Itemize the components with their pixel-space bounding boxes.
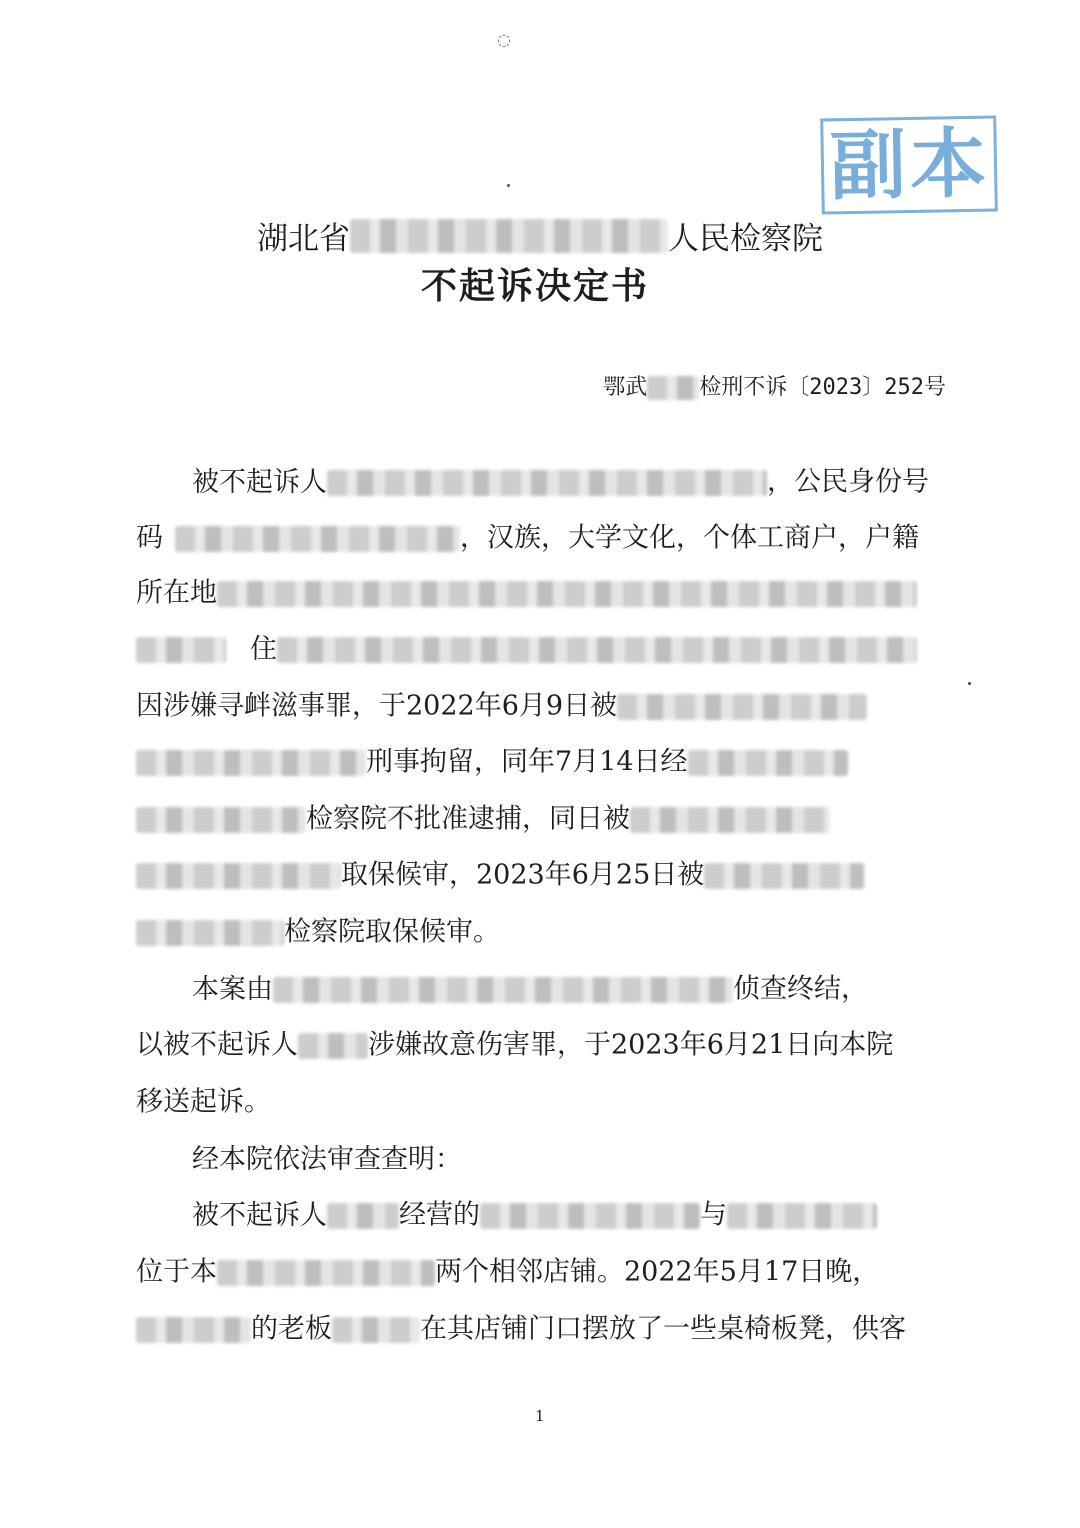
redacted-region — [298, 1033, 368, 1059]
number-suffix: 检刑不诉〔2023〕252号 — [699, 375, 946, 400]
scan-dot — [507, 184, 510, 187]
body-line-12 — [136, 1079, 948, 1125]
body-line-11 — [136, 1022, 948, 1068]
page-number: 1 — [535, 1407, 545, 1425]
redacted-region — [327, 1203, 399, 1229]
text: 所在地 — [136, 577, 217, 609]
text: 本案由 — [192, 973, 273, 1005]
redacted-region — [277, 637, 917, 663]
text: 被不起诉人 — [192, 1199, 327, 1231]
text: 被不起诉人 — [192, 466, 327, 498]
redacted-region — [217, 1260, 435, 1286]
body-line-2 — [136, 515, 948, 561]
redacted-region — [136, 807, 306, 833]
body-line-4 — [136, 626, 948, 672]
document-title: 不起诉决定书 — [420, 266, 649, 307]
stamp-text: 副本 — [829, 118, 991, 211]
document-number — [603, 370, 946, 401]
body-line-8 — [136, 852, 948, 898]
redacted-region — [630, 807, 830, 833]
org-prefix: 湖北省 — [257, 221, 350, 257]
body-line-13 — [136, 1136, 948, 1182]
text: 以被不起诉人 — [136, 1029, 298, 1061]
redacted-region — [175, 526, 460, 552]
procuratorate-name — [0, 213, 1080, 263]
text: ，汉族，大学文化，个体工商户，户籍 — [460, 522, 919, 554]
text: 检察院不批准逮捕，同日被 — [306, 803, 630, 835]
body-line-3 — [136, 570, 948, 616]
redacted-region — [136, 637, 226, 663]
text: 住 — [250, 633, 277, 665]
redacted-region — [136, 1317, 251, 1343]
body-line-5 — [136, 683, 948, 729]
text: 刑事拘留，同年7月14日经 — [366, 746, 688, 778]
text: 的老板 — [251, 1313, 332, 1345]
redacted-region — [727, 1203, 877, 1229]
redacted-region — [136, 863, 341, 889]
text: 码 — [136, 522, 163, 554]
text: 检察院取保候审。 — [284, 916, 500, 948]
text: 位于本 — [136, 1256, 217, 1288]
text: 与 — [700, 1199, 727, 1231]
text: ，公民身份号 — [767, 466, 929, 498]
redacted-region — [704, 863, 864, 889]
scan-dot — [968, 682, 971, 685]
redacted-region — [217, 581, 917, 607]
redacted-region — [273, 977, 733, 1003]
redacted-region — [480, 1203, 700, 1229]
body-line-10 — [136, 966, 948, 1012]
number-prefix: 鄂武 — [603, 375, 648, 400]
redacted-region — [688, 750, 848, 776]
body-line-15 — [136, 1249, 948, 1295]
redacted-region — [136, 920, 284, 946]
body-line-7 — [136, 796, 948, 842]
body-line-14 — [136, 1192, 948, 1238]
text: 两个相邻店铺。2022年5月17日晚， — [435, 1256, 880, 1288]
text: 在其店铺门口摆放了一些桌椅板凳，供客 — [420, 1313, 906, 1345]
redacted-region — [327, 470, 767, 496]
text: 移送起诉。 — [136, 1086, 271, 1118]
body-line-6 — [136, 739, 948, 785]
body-line-1 — [136, 459, 948, 505]
redacted-region — [332, 1317, 420, 1343]
redacted-region — [136, 750, 366, 776]
text: 经营的 — [399, 1199, 480, 1231]
text: 侦查终结， — [733, 973, 868, 1005]
redacted-region — [647, 376, 699, 400]
body-line-9 — [136, 909, 948, 955]
scan-mark: ◌ — [497, 30, 511, 49]
redacted-region — [617, 694, 867, 720]
text: 经本院依法审查查明： — [192, 1143, 462, 1175]
redacted-region — [350, 219, 668, 253]
text: 取保候审，2023年6月25日被 — [341, 859, 705, 891]
body-line-16 — [136, 1306, 948, 1352]
org-suffix: 人民检察院 — [668, 221, 823, 257]
text: 涉嫌故意伤害罪，于2023年6月21日向本院 — [368, 1029, 894, 1061]
text: 因涉嫌寻衅滋事罪，于2022年6月9日被 — [136, 690, 618, 722]
copy-stamp — [820, 115, 998, 214]
